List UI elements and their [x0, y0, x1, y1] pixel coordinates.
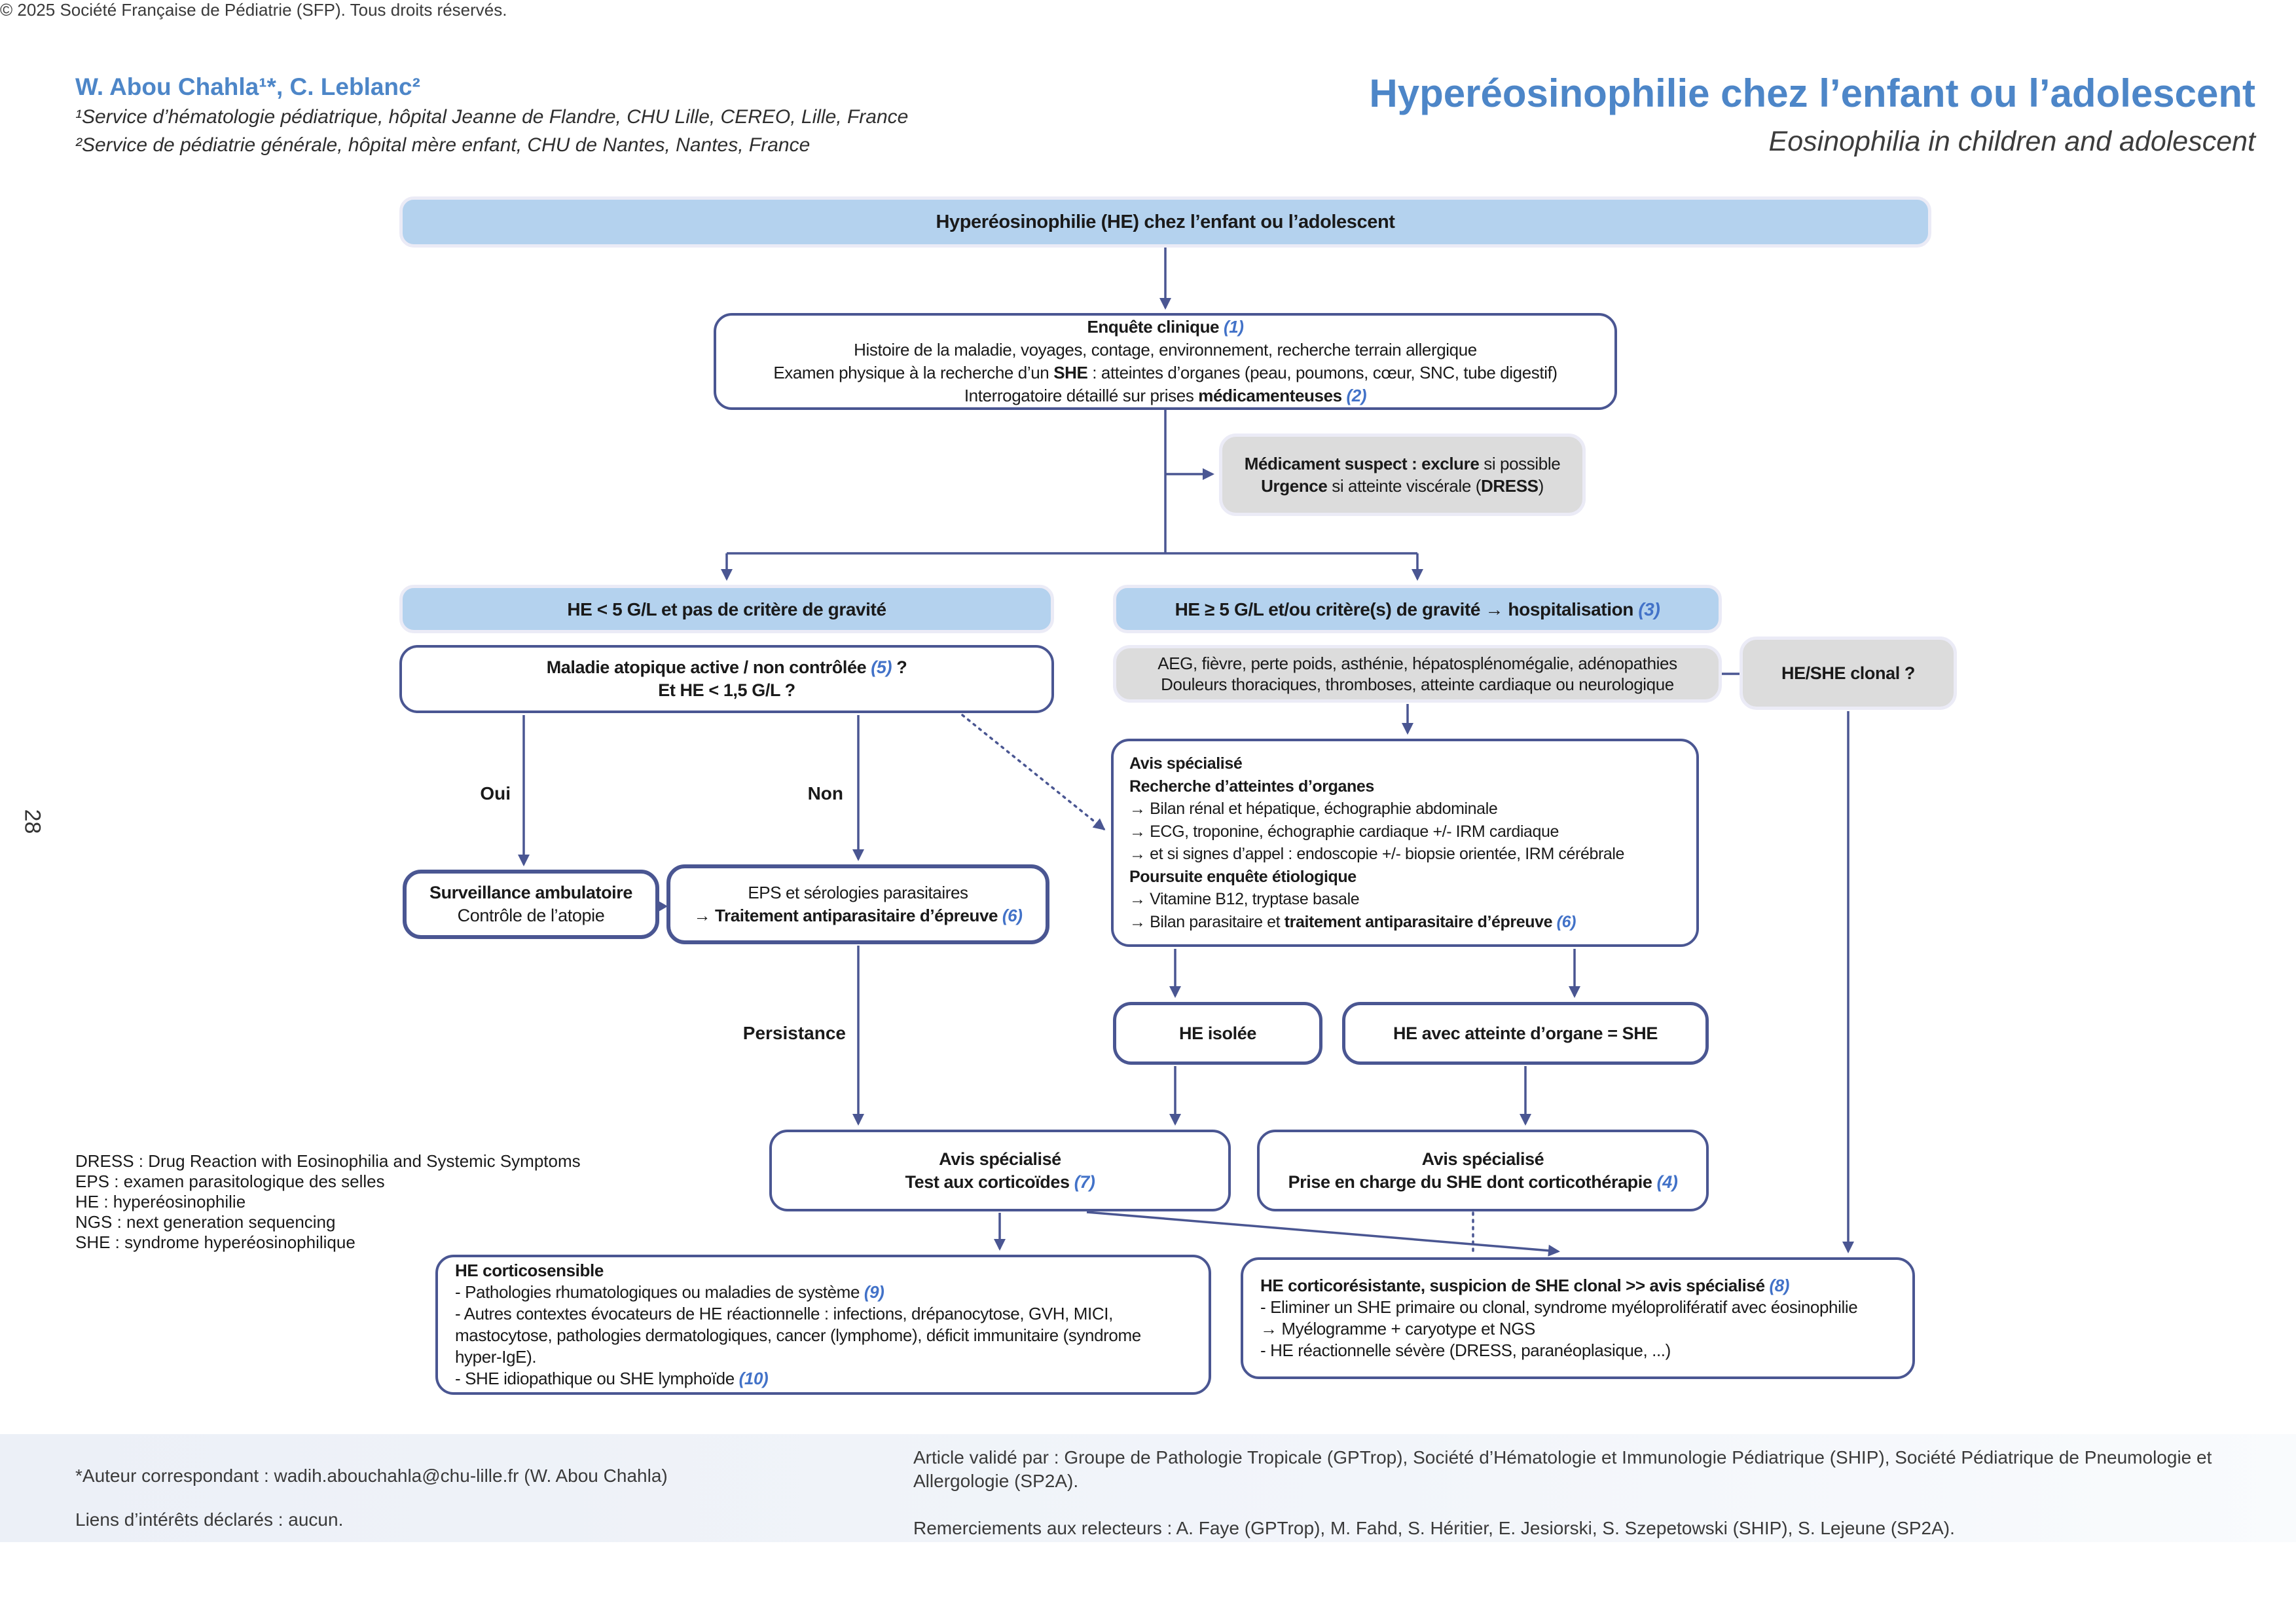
validation-statement: Article validé par : Groupe de Pathologie Tropicale (GPTrop), Société d’Hématologie et Immunologie Pédiatrique (SHIP), Société Pédiatrique de Pneumologie et Allergologie (SP2A).	[913, 1447, 2212, 1491]
edge-label-non: Non	[807, 783, 843, 803]
conflicts-statement: Liens d’intérêts déclarés : aucun.	[75, 1509, 344, 1530]
edge-label-oui: Oui	[480, 783, 511, 803]
page-subtitle: Eosinophilia in children and adolescent	[1768, 126, 2255, 157]
node-root-he: Hyperéosinophilie (HE) chez l’enfant ou l’adolescent	[399, 196, 1931, 248]
edge-label-persistance: Persistance	[742, 1023, 846, 1043]
page-title: Hyperéosinophilie chez l’enfant ou l’adolescent	[1369, 71, 2255, 115]
node-medicament-suspect: Médicament suspect : exclure si possible Urgence si atteinte viscérale (DRESS)	[1219, 434, 1586, 516]
node-enquete-clinique: Enquête clinique (1) Histoire de la maladie, voyages, contage, environnement, recherche terrain allergique Examen physique à la recherche d’un SHE : atteintes d’organes (peau, poumons, cœur, SNC, tube digestif) Interrogatoire détaillé sur prises médicamenteuses (2)	[714, 313, 1617, 410]
node-he-corticoresistante: HE corticorésistante, suspicion de SHE clonal >> avis spécialisé (8) - Eliminer un SHE primaire ou clonal, syndrome myéloprolifératif avec éosinophilie → Myélogramme + caryotype et NGS - HE réactionnelle sévère (DRESS, paranéoplasique, ...)	[1241, 1257, 1915, 1379]
authors: W. Abou Chahla¹*, C. Leblanc²	[75, 73, 420, 100]
corresponding-author: *Auteur correspondant : wadih.abouchahla@chu-lille.fr (W. Abou Chahla)	[75, 1466, 668, 1486]
node-test-corticoides: Avis spécialisé Test aux corticoïdes (7)	[769, 1130, 1231, 1211]
node-he-sup-5: HE ≥ 5 G/L et/ou critère(s) de gravité → hospitalisation (3)	[1113, 585, 1722, 633]
abbreviations-list: DRESS : Drug Reaction with Eosinophilia and Systemic Symptoms EPS : examen parasitologique des selles HE : hyperéosinophilie NGS : next generation sequencing SHE : syndrome hyperéosinophilique	[75, 1151, 581, 1252]
node-he-inf-5: HE < 5 G/L et pas de critère de gravité	[399, 585, 1054, 633]
node-maladie-atopique: Maladie atopique active / non contrôlée (5) ? Et HE < 1,5 G/L ?	[399, 645, 1054, 713]
node-he-corticosensible: HE corticosensible - Pathologies rhumatologiques ou maladies de système (9) - Autres contextes évocateurs de HE réactionnelle : infections, drépanocytose, GVH, MICI, mastocytose, pathologies dermatologiques, cancer (lymphome), déficit immunitaire (syndrome hyper-IgE). - SHE idiopathique ou SHE lymphoïde (10)	[435, 1255, 1211, 1395]
node-avis-specialise-bilan: Avis spécialisé Recherche d’atteintes d’organes → Bilan rénal et hépatique, échographie abdominale → ECG, troponine, échographie cardiaque +/- IRM cardiaque → et si signes d’appel : endoscopie +/- biopsie orientée, IRM cérébrale Poursuite enquête étiologique → Vitamine B12, tryptase basale → Bilan parasitaire et traitement antiparasitaire d’épreuve (6)	[1111, 739, 1699, 947]
affiliation-2: ²Service de pédiatrie générale, hôpital mère enfant, CHU de Nantes, Nantes, France	[75, 134, 811, 156]
node-signes-gravite: AEG, fièvre, perte poids, asthénie, hépatosplénomégalie, adénopathies Douleurs thoraciques, thromboses, atteinte cardiaque ou neurologique	[1113, 645, 1722, 703]
acknowledgements: Remerciements aux relecteurs : A. Faye (GPTrop), M. Fahd, S. Héritier, E. Jesiorski, S. Szepetowski (SHIP), S. Lejeune (SP2A).	[913, 1518, 1955, 1538]
copyright: © 2025 Société Française de Pédiatrie (SFP). Tous droits réservés.	[0, 0, 507, 20]
affiliation-1: ¹Service d’hématologie pédiatrique, hôpital Jeanne de Flandre, CHU Lille, CEREO, Lille, France	[75, 106, 909, 128]
node-he-atteinte-organe: HE avec atteinte d’organe = SHE	[1342, 1002, 1709, 1065]
node-prise-en-charge-she: Avis spécialisé Prise en charge du SHE dont corticothérapie (4)	[1257, 1130, 1709, 1211]
page-number: 28	[20, 809, 45, 834]
node-he-she-clonal: HE/SHE clonal ?	[1740, 637, 1957, 710]
node-he-isolee: HE isolée	[1113, 1002, 1322, 1065]
node-eps-serologies: EPS et sérologies parasitaires → Traitement antiparasitaire d’épreuve (6)	[666, 864, 1049, 944]
node-surveillance-ambulatoire: Surveillance ambulatoire Contrôle de l’atopie	[403, 870, 659, 939]
